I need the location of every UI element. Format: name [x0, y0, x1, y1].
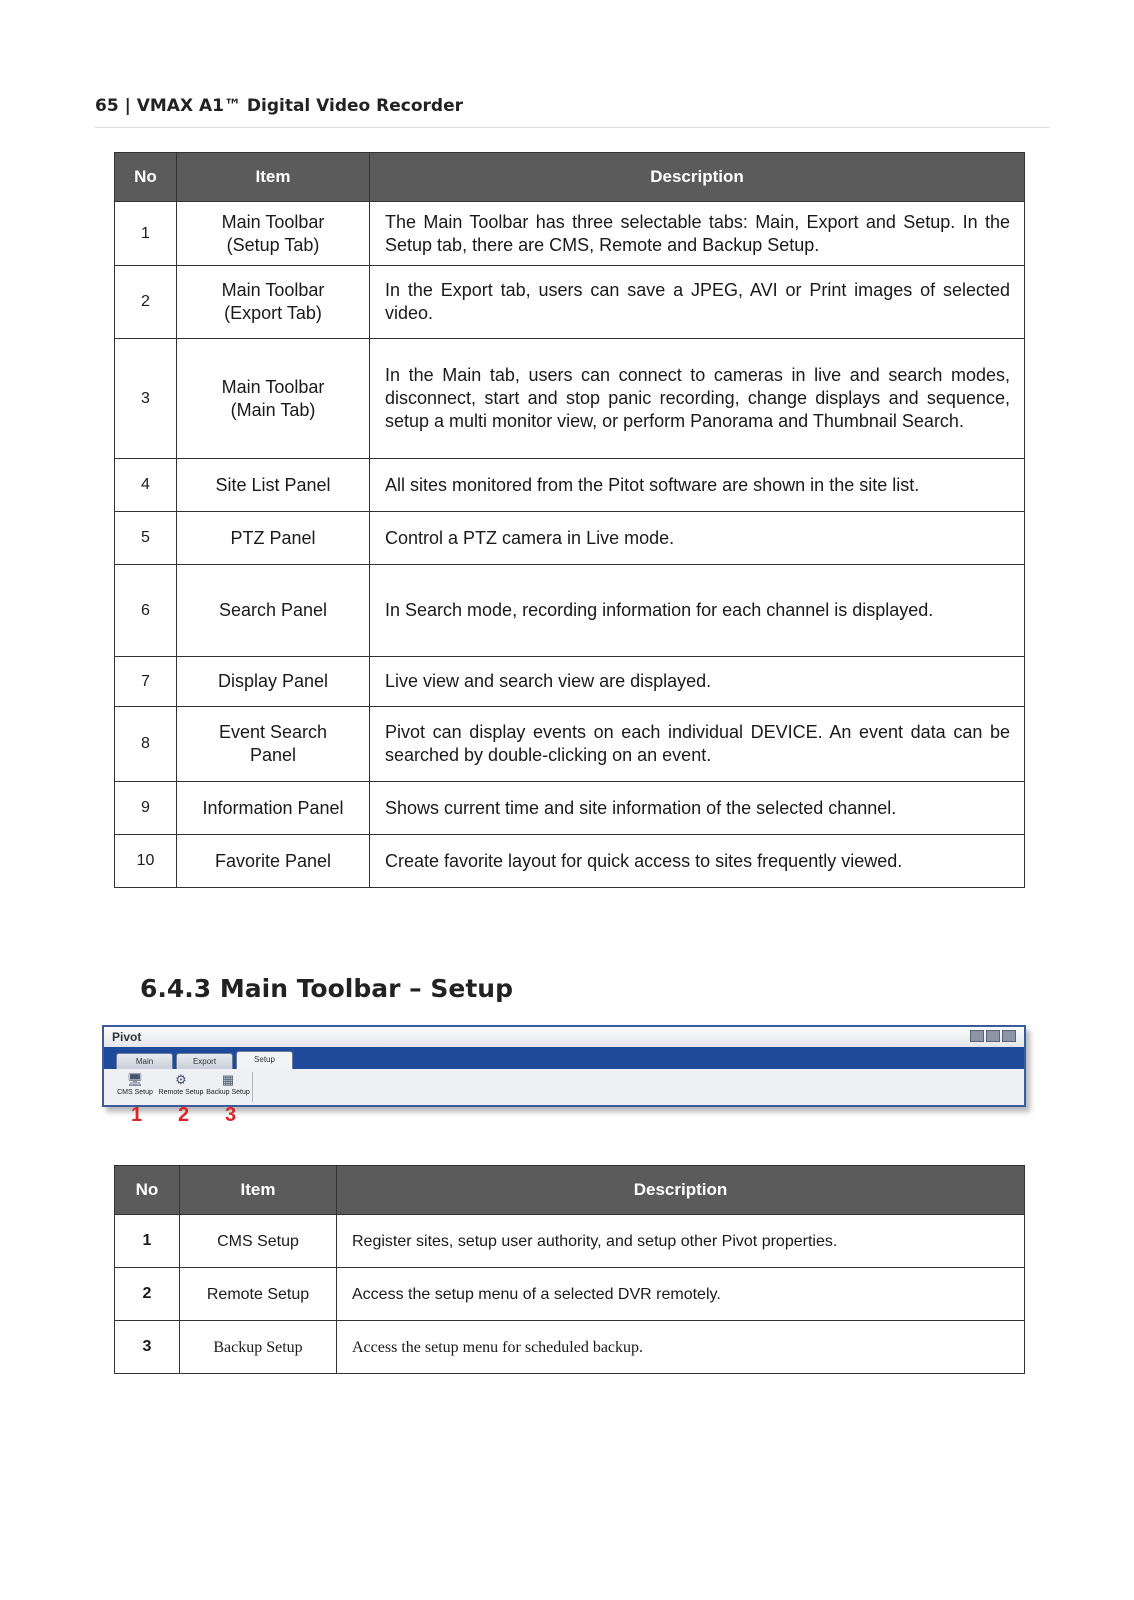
page-header	[95, 96, 1045, 116]
row-item: PTZ Panel	[177, 512, 370, 565]
column-header-description: Description	[337, 1166, 1025, 1215]
remote-dvr-icon: ⚙	[175, 1072, 187, 1087]
header-separator: |	[124, 96, 131, 116]
row-item: Main Toolbar (Export Tab)	[177, 266, 370, 339]
row-item: Main Toolbar (Setup Tab)	[177, 202, 370, 266]
row-number: 2	[115, 1268, 180, 1321]
row-number: 3	[115, 339, 177, 459]
backup-setup-button[interactable]: ▦ Backup Setup	[206, 1072, 250, 1096]
row-number: 9	[115, 782, 177, 835]
row-description: All sites monitored from the Pitot software are shown in the site list.	[370, 459, 1025, 512]
cms-setup-button[interactable]: 🖥 CMS Setup	[117, 1072, 153, 1096]
table-row	[115, 266, 1025, 339]
row-description: Control a PTZ camera in Live mode.	[370, 512, 1025, 565]
pivot-logo: Pivot	[112, 1030, 142, 1044]
tab-main[interactable]: Main	[116, 1053, 173, 1070]
section-heading: 6.4.3 Main Toolbar – Setup	[140, 974, 513, 1003]
table-header-row	[115, 153, 1025, 202]
header-divider	[95, 127, 1050, 128]
row-description: Shows current time and site information of the selected channel.	[370, 782, 1025, 835]
row-number: 2	[115, 266, 177, 339]
remote-setup-button[interactable]: ⚙ Remote Setup	[158, 1072, 204, 1096]
row-item: Search Panel	[177, 565, 370, 657]
monitor-gear-icon: 🖥	[126, 1072, 144, 1087]
row-item: CMS Setup	[180, 1215, 337, 1268]
row-description: Live view and search view are displayed.	[370, 657, 1025, 707]
row-item: Site List Panel	[177, 459, 370, 512]
toolbar-items-table	[114, 152, 1025, 888]
table-row	[115, 707, 1025, 782]
column-header-no: No	[115, 1166, 180, 1215]
table-row	[115, 339, 1025, 459]
toolbar-screenshot	[102, 1025, 1026, 1107]
maximize-icon[interactable]	[986, 1030, 1000, 1042]
callout-2: 2	[178, 1104, 190, 1126]
row-number: 10	[115, 835, 177, 888]
row-number: 8	[115, 707, 177, 782]
row-number: 1	[115, 202, 177, 266]
column-header-item: Item	[177, 153, 370, 202]
row-item: Remote Setup	[180, 1268, 337, 1321]
table-row	[115, 202, 1025, 266]
row-description: Access the setup menu of a selected DVR remotely.	[337, 1268, 1025, 1321]
row-number: 5	[115, 512, 177, 565]
row-number: 6	[115, 565, 177, 657]
row-item: Favorite Panel	[177, 835, 370, 888]
column-header-no: No	[115, 153, 177, 202]
column-header-item: Item	[180, 1166, 337, 1215]
setup-toolbar	[104, 1069, 1024, 1105]
callout-3: 3	[225, 1104, 237, 1126]
row-description: Pivot can display events on each individual DEVICE. An event data can be searched by double-clicking on an event.	[370, 707, 1025, 782]
tab-setup[interactable]: Setup	[236, 1051, 293, 1070]
row-description: In the Export tab, users can save a JPEG, AVI or Print images of selected video.	[370, 266, 1025, 339]
row-item: Display Panel	[177, 657, 370, 707]
row-number: 4	[115, 459, 177, 512]
tab-export[interactable]: Export	[176, 1053, 233, 1070]
table-row	[115, 1215, 1025, 1268]
table-header-row	[115, 1166, 1025, 1215]
row-description: Create favorite layout for quick access to sites frequently viewed.	[370, 835, 1025, 888]
close-icon[interactable]	[1002, 1030, 1016, 1042]
row-item: Main Toolbar (Main Tab)	[177, 339, 370, 459]
callout-1: 1	[131, 1104, 143, 1126]
app-tabbar	[104, 1047, 1024, 1069]
table-row	[115, 565, 1025, 657]
row-description: The Main Toolbar has three selectable tabs: Main, Export and Setup. In the Setup tab, there are CMS, Remote and Backup Setup.	[370, 202, 1025, 266]
table-row	[115, 835, 1025, 888]
row-description: Register sites, setup user authority, and setup other Pivot properties.	[337, 1215, 1025, 1268]
setup-items-table	[114, 1165, 1025, 1374]
app-titlebar	[104, 1027, 1024, 1047]
toolbar-separator	[252, 1072, 253, 1102]
page-number: 65	[95, 96, 119, 116]
row-item: Event Search Panel	[177, 707, 370, 782]
backup-grid-icon: ▦	[221, 1072, 235, 1087]
table-row	[115, 657, 1025, 707]
table-row	[115, 1268, 1025, 1321]
row-description: Access the setup menu for scheduled backup.	[337, 1321, 1025, 1374]
window-controls	[970, 1030, 1016, 1042]
row-number: 3	[115, 1321, 180, 1374]
table-row	[115, 1321, 1025, 1374]
document-title: VMAX A1™ Digital Video Recorder	[136, 96, 463, 116]
row-item: Backup Setup	[180, 1321, 337, 1374]
column-header-description: Description	[370, 153, 1025, 202]
table-row	[115, 782, 1025, 835]
table-row	[115, 512, 1025, 565]
table-row	[115, 459, 1025, 512]
row-description: In Search mode, recording information for each channel is displayed.	[370, 565, 1025, 657]
minimize-icon[interactable]	[970, 1030, 984, 1042]
row-number: 1	[115, 1215, 180, 1268]
row-number: 7	[115, 657, 177, 707]
row-description: In the Main tab, users can connect to cameras in live and search modes, disconnect, start and stop panic recording, change displays and sequence, setup a multi monitor view, or perform Panorama and Thumbnail Search.	[370, 339, 1025, 459]
row-item: Information Panel	[177, 782, 370, 835]
